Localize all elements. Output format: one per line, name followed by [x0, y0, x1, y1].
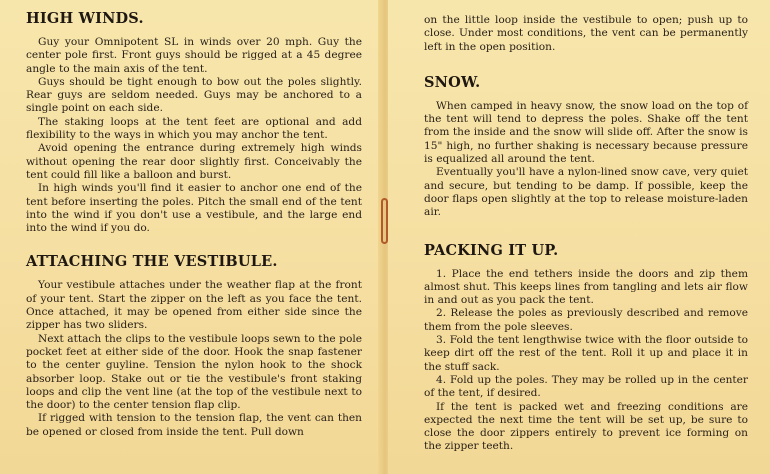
paragraph: Avoid opening the entrance during extremely high winds without opening the rear door slightly first. Conceivably the tent could fill like a balloon and burst. — [26, 142, 362, 181]
list-item: 1. Place the end tethers inside the doors and zip them almost shut. This keeps lines from tangling and lets air flow in and out as you pack the tent. — [424, 267, 748, 307]
section-high-winds — [26, 10, 362, 235]
section-attaching-vestibule — [26, 253, 362, 439]
list-item: 2. Release the poles as previously described and remove them from the pole sleeves. — [424, 307, 748, 333]
paragraph: Your vestibule attaches under the weather flap at the front of your tent. Start the zipper on the left as you face the tent. Once attached, it may be opened from either side since the zipper has two sliders. — [26, 279, 362, 332]
heading-high-winds: HIGH WINDS. — [26, 10, 144, 27]
left-page — [0, 0, 382, 474]
right-page — [388, 0, 770, 474]
staple-icon — [381, 198, 388, 244]
heading-snow: SNOW. — [424, 73, 481, 91]
section-packing-it-up — [424, 242, 748, 454]
list-item: 4. Fold up the poles. They may be rolled up in the center of the tent, if desired. — [424, 373, 748, 400]
section-snow — [424, 74, 748, 220]
paragraph: Guys should be tight enough to bow out the poles slightly. Rear guys are seldom needed. Guys may be anchored to a single point on each side. — [26, 75, 362, 115]
paragraph: When camped in heavy snow, the snow load on the top of the tent will tend to depress the poles. Shake off the tent from the inside and the snow will slide off. After the snow is 15" high, no further shaking is necessary because pressure is equalized all around the tent. — [424, 99, 748, 166]
heading-packing-it-up: PACKING IT UP. — [424, 241, 559, 259]
paragraph: Next attach the clips to the vestibule loops sewn to the pole pocket feet at either side of the door. Hook the snap fastener to the center guyline. Tension the nylon hook to the shock absorber loop. Stake out or tie the vestibule's front staking loops and clip the vent line (at the top of the vestibule next to the door) to the center tension flap clip. — [26, 332, 362, 412]
paragraph: If the tent is packed wet and freezing conditions are expected the next time the tent will be set up, be sure to close the door zippers entirely to prevent ice forming on the zipper teeth. — [424, 400, 748, 453]
paragraph: In high winds you'll find it easier to anchor one end of the tent before inserting the poles. Pitch the small end of the tent into the wind if you don't use a vestibule, and the large end into the wind if you do. — [26, 182, 362, 235]
list-item: 3. Fold the tent lengthwise twice with the floor outside to keep dirt off the rest of the tent. Roll it up and place it in the stuff sack. — [424, 334, 748, 373]
paragraph: The staking loops at the tent feet are optional and add flexibility to the ways in which you may anchor the tent. — [26, 115, 362, 142]
heading-attaching-vestibule: ATTACHING THE VESTIBULE. — [26, 253, 278, 271]
paragraph: If rigged with tension to the tension flap, the vent can then be opened or closed from inside the tent. Pull down — [26, 412, 362, 438]
paragraph: Eventually you'll have a nylon-lined snow cave, very quiet and secure, but tending to be damp. If possible, keep the door flaps open slightly at the top to release moisture-laden air. — [424, 166, 748, 219]
continued-paragraph: on the little loop inside the vestibule to open; push up to close. Under most conditions, the vent can be permanently left in the open position. — [424, 14, 748, 53]
paragraph: Guy your Omnipotent SL in winds over 20 mph. Guy the center pole first. Front guys should be rigged at a 45 degree angle to the main axis of the tent. — [26, 36, 362, 75]
